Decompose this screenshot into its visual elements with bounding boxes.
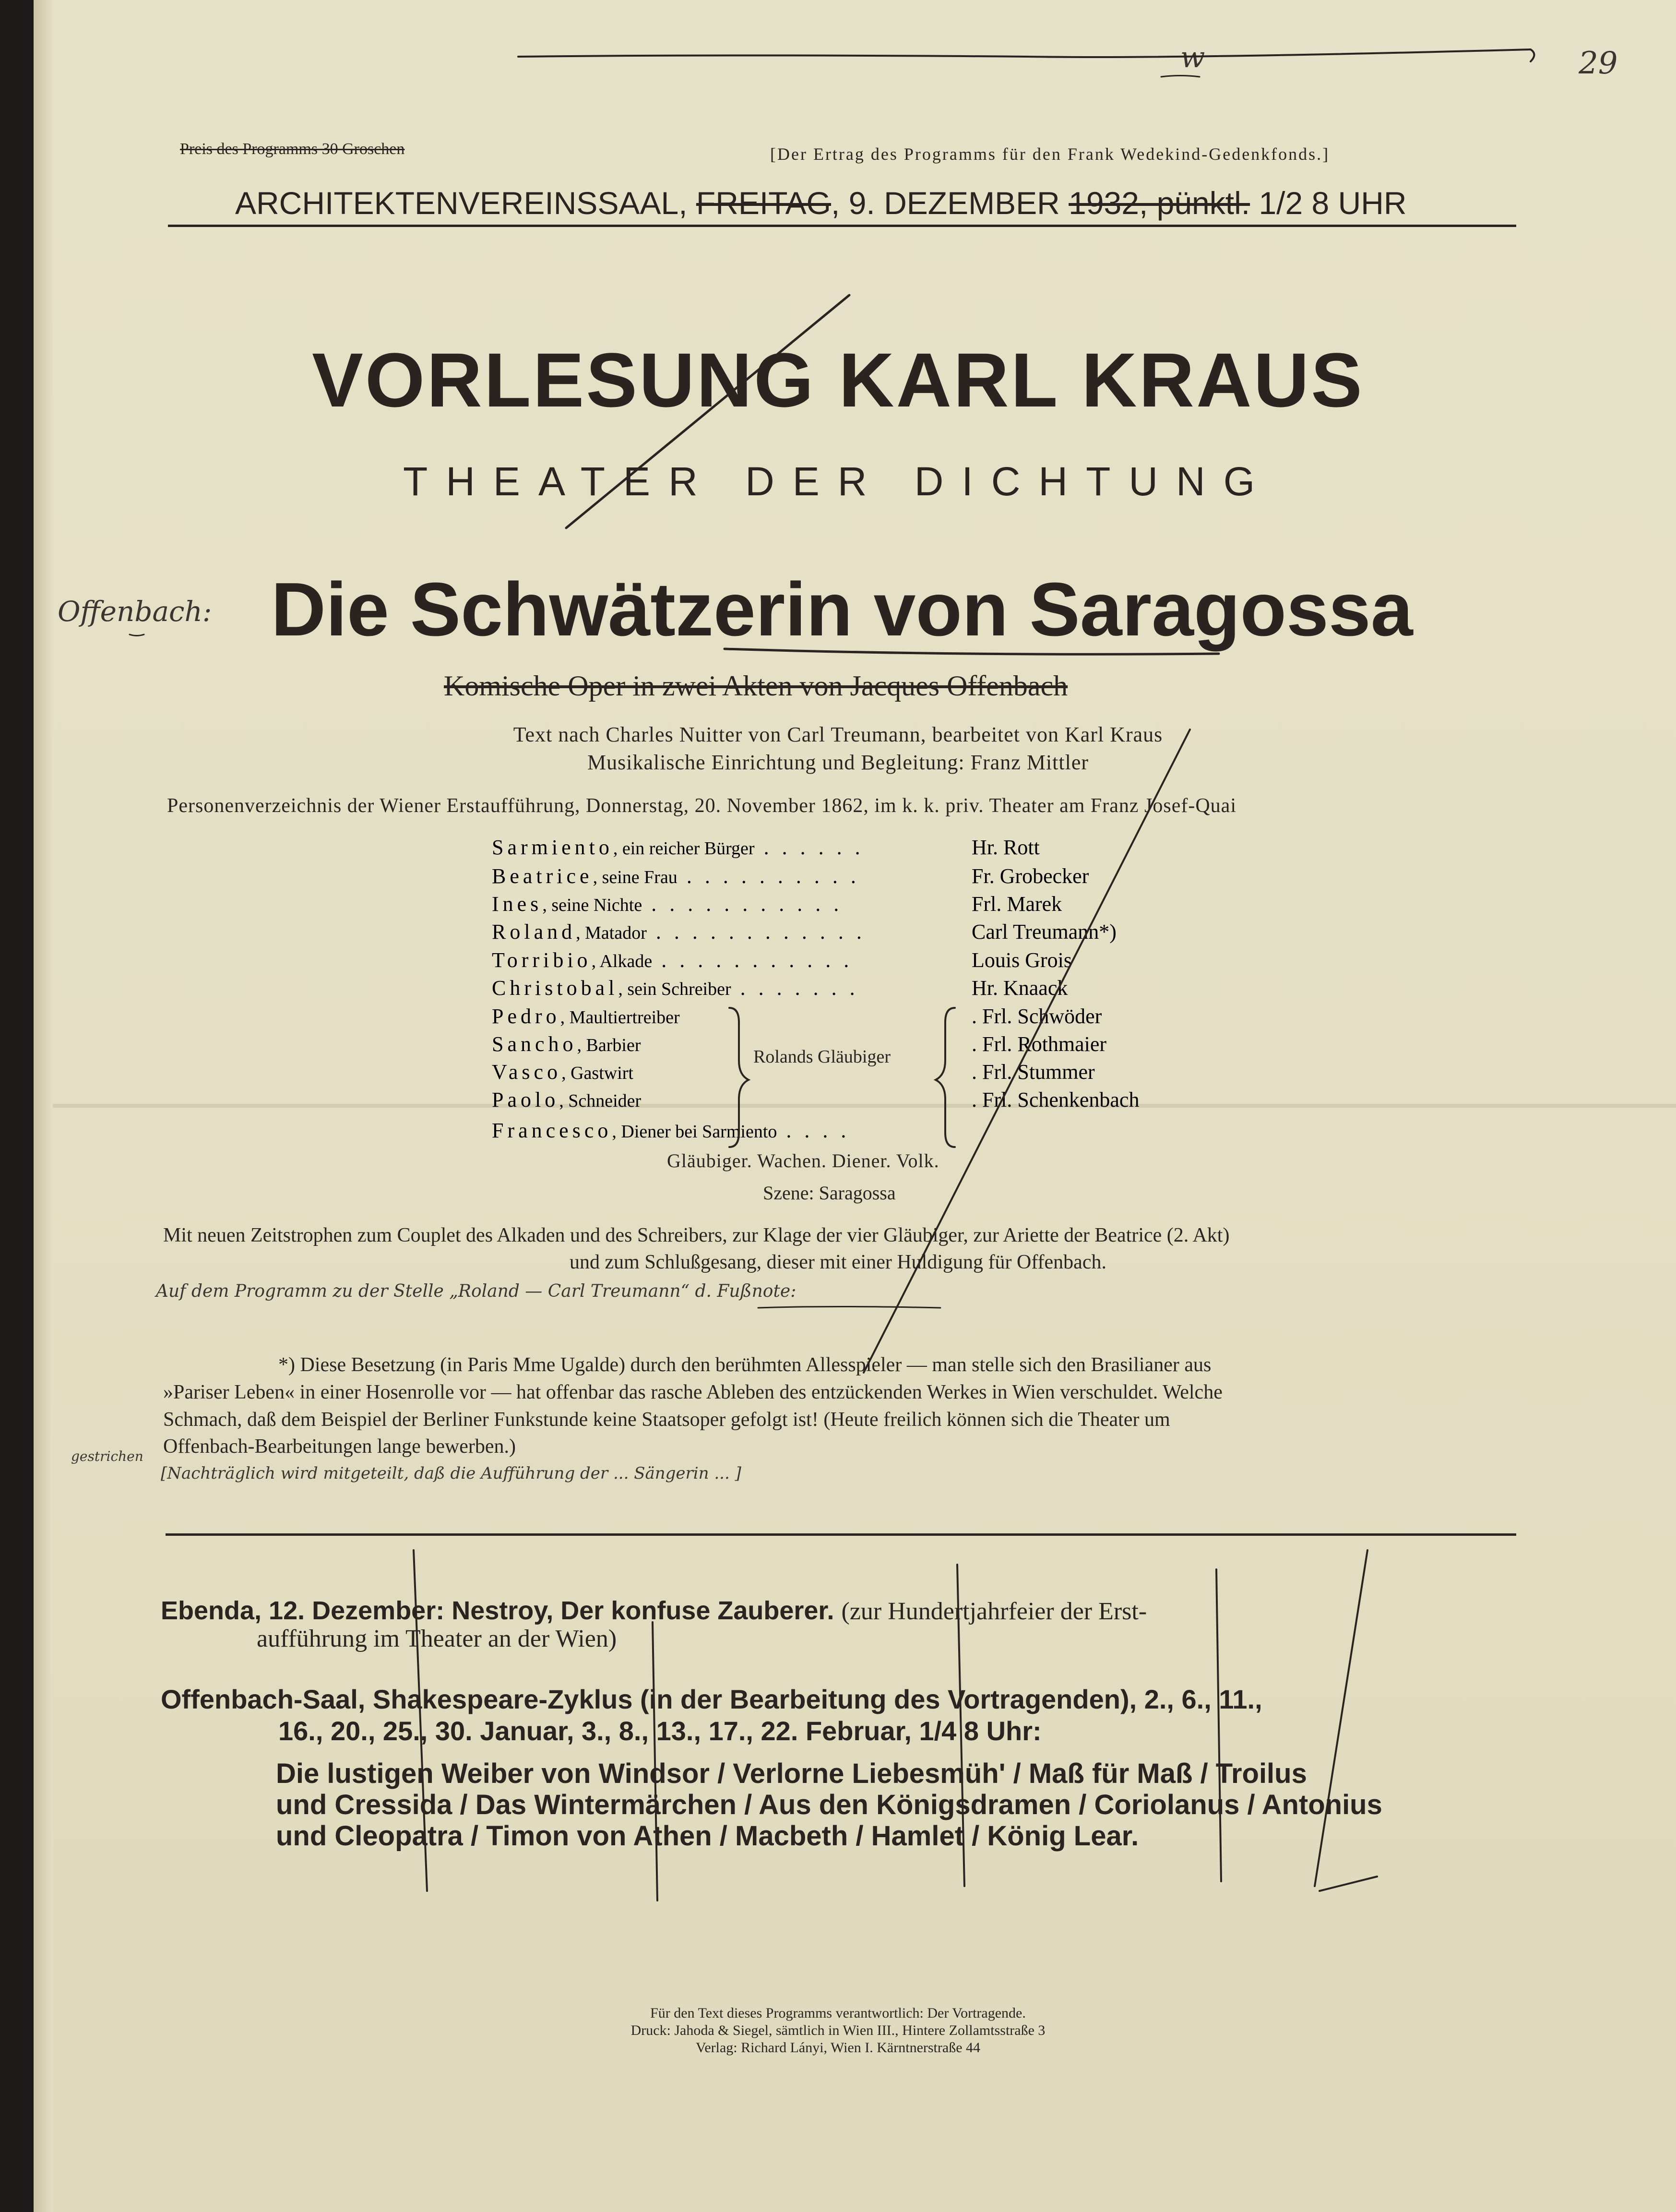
note-line: und zum Schlußgesang, dieser mit einer Huldigung für Offenbach. — [570, 1251, 1106, 1273]
handwritten-note: Auf dem Programm zu der Stelle „Roland — Carl Treumann“ d. Fußnote: — [156, 1281, 796, 1301]
role-name: Paolo — [492, 1088, 559, 1112]
pen-slash-title — [566, 295, 849, 528]
corner-mark: w — [1180, 41, 1205, 74]
margin-dash — [130, 634, 144, 636]
role-desc: , ein reicher Bürger — [613, 838, 755, 859]
actor-name: Fr. Grobecker — [972, 864, 1089, 888]
time: 1/2 8 UHR — [1259, 185, 1407, 221]
leader-dots: . — [972, 1004, 977, 1028]
group-label: Rolands Gläubiger — [753, 1047, 891, 1067]
announcement-1-note: (zur Hundertjahrfeier der Erst- — [841, 1598, 1147, 1625]
footnote-line: Offenbach-Bearbeitungen lange bewerben.) — [163, 1435, 516, 1458]
role-name: Sancho — [492, 1032, 577, 1056]
role-desc: , Schneider — [559, 1091, 642, 1111]
leader-dots: . . . . . . . . . . . — [661, 948, 853, 972]
actor-name: Louis Grois — [972, 948, 1072, 972]
actor-name: Carl Treumann*) — [972, 920, 1117, 944]
actor-name: Frl. Marek — [972, 892, 1062, 916]
actor-name: Hr. Rott — [972, 836, 1040, 859]
role-name: Torribio — [492, 948, 592, 972]
pen-vertical — [414, 1550, 427, 1891]
leader-dots: . . . . — [786, 1119, 850, 1142]
text-credit: Text nach Charles Nuitter von Carl Treumann, bearbeitet von Karl Kraus — [513, 723, 1163, 746]
role-name: Ines — [492, 892, 543, 916]
pen-vertical — [957, 1565, 964, 1886]
scene: Szene: Saragossa — [763, 1182, 896, 1204]
footnote-line: *) Diese Besetzung (in Paris Mme Ugalde) durch den berühmten Allesspieler — man stelle sich den Brasilianer aus — [278, 1354, 1212, 1376]
work-title: Die Schwätzerin von Saragossa — [271, 567, 1413, 652]
date: , 9. DEZEMBER — [831, 185, 1060, 221]
handwritten-margin: gestrichen — [71, 1448, 143, 1464]
role-desc: , Matador — [576, 923, 647, 943]
leader-dots: . — [972, 1032, 977, 1056]
leader-dots: . . . . . . . . . . . . — [655, 920, 866, 944]
announcement-1-main: Ebenda, 12. Dezember: Nestroy, Der konfuse Zauberer. — [161, 1596, 834, 1625]
role-desc: , Barbier — [577, 1035, 641, 1055]
role-desc: , Gastwirt — [561, 1063, 633, 1083]
announcement-2: Offenbach-Saal, Shakespeare-Zyklus (in der Bearbeitung des Vortragenden), 2., 6., 11., — [161, 1684, 1262, 1714]
plays-line: und Cressida / Das Wintermärchen / Aus den Königsdramen / Coriolanus / Antonius — [276, 1789, 1382, 1820]
note-line: Mit neuen Zeitstrophen zum Couplet des Alkaden und des Schreibers, zur Klage der vier Gläubiger, zur Ariette der Beatrice (2. Akt) — [163, 1224, 1230, 1246]
hand-underline — [758, 1307, 940, 1308]
extras: Gläubiger. Wachen. Diener. Volk. — [667, 1150, 939, 1172]
role-desc: , seine Frau — [593, 867, 678, 887]
imprint-line: Für den Text dieses Programms verantwortlich: Der Vortragende. — [650, 2005, 1026, 2021]
leader-dots: . . . . . . . — [740, 976, 859, 1000]
pen-hook — [1319, 1877, 1377, 1891]
venue: ARCHITEKTENVEREINSSAAL, — [235, 185, 688, 221]
page-number: 29 — [1579, 46, 1618, 81]
announcement-2-dates: 16., 20., 25., 30. Januar, 3., 8., 13., 17., 22. Februar, 1/4 8 Uhr: — [278, 1716, 1042, 1746]
imprint-line: Druck: Jahoda & Siegel, sämtlich in Wien III., Hintere Zollamtsstraße 3 — [630, 2022, 1046, 2038]
corner-underline — [1161, 76, 1200, 77]
actor-name: Hr. Knaack — [972, 976, 1068, 1000]
imprint-line: Verlag: Richard Lányi, Wien I. Kärntnerstraße 44 — [695, 2040, 981, 2056]
role-name: Beatrice — [492, 864, 593, 888]
work-subtitle: Komische Oper in zwei Akten von Jacques Offenbach — [444, 670, 1068, 702]
leader-dots: . . . . . . . . . . — [686, 864, 860, 888]
margin-note: Offenbach: — [58, 595, 212, 628]
music-credit: Musikalische Einrichtung und Begleitung: Franz Mittler — [587, 751, 1089, 774]
pen-vertical — [1216, 1569, 1221, 1881]
pen-diagonal — [864, 729, 1190, 1373]
plays-line: Die lustigen Weiber von Windsor / Verlorne Liebesmüh' / Maß für Maß / Troilus — [276, 1758, 1307, 1789]
announcement-1-cont: aufführung im Theater an der Wien) — [257, 1625, 617, 1652]
proceeds-line: [Der Ertrag des Programms für den Frank Wedekind-Gedenkfonds.] — [770, 144, 1330, 164]
actor-text: Frl. Stummer — [982, 1060, 1095, 1084]
role-name: Pedro — [492, 1004, 560, 1028]
leader-dots: . — [972, 1060, 977, 1084]
pen-vertical — [1315, 1550, 1367, 1886]
role-name: Vasco — [492, 1060, 562, 1084]
footnote-line: »Pariser Leben« in einer Hosenrolle vor — hat offenbar das rasche Ableben des entzückenden Werkes in Wien verschuldet. Welche — [163, 1381, 1223, 1403]
actor-text: Frl. Schwöder — [982, 1004, 1102, 1028]
role-name: Francesco — [492, 1119, 612, 1142]
plays-line: und Cleopatra / Timon von Athen / Macbeth / Hamlet / König Lear. — [276, 1820, 1139, 1852]
title: VORLESUNG KARL KRAUS — [312, 337, 1364, 423]
cast-intro: Personenverzeichnis der Wiener Erstaufführung, Donnerstag, 20. November 1862, im k. k. priv. Theater am Franz Josef-Quai — [167, 795, 1236, 817]
price-line: Preis des Programms 30 Groschen — [180, 140, 405, 158]
subtitle: THEATER DER DICHTUNG — [403, 459, 1273, 504]
role-name: Roland — [492, 920, 576, 944]
footnote-line: Schmach, daß dem Beispiel der Berliner Funkstunde keine Staatsoper gefolgt ist! (Heute freilich können sich die Theater um — [163, 1409, 1170, 1431]
role-name: Christobal — [492, 976, 618, 1000]
brace-left — [729, 1008, 749, 1147]
leader-dots: . — [972, 1088, 977, 1112]
role-desc: , sein Schreiber — [618, 979, 731, 999]
role-name: Sarmiento — [492, 836, 613, 859]
actor-text: Frl. Schenkenbach — [982, 1088, 1140, 1112]
year-struck: 1932, pünktl. — [1069, 185, 1250, 221]
leader-dots: . . . . . . — [763, 836, 864, 859]
role-desc: , Alkade — [591, 951, 653, 971]
handwritten-note-2: [Nachträglich wird mitgeteilt, daß die Aufführung der ... Sängerin ... ] — [161, 1464, 741, 1483]
role-desc: , Maultiertreiber — [560, 1007, 680, 1028]
strike-proceeds — [518, 49, 1534, 61]
pen-vertical — [653, 1622, 657, 1901]
weekday: FREITAG — [696, 185, 832, 221]
brace-right — [936, 1008, 955, 1147]
leader-dots: . . . . . . . . . . . — [651, 892, 843, 916]
role-desc: , seine Nichte — [542, 895, 642, 915]
underline-work-title — [725, 649, 1219, 654]
role-desc: , Diener bei Sarmiento — [612, 1122, 777, 1142]
actor-text: Frl. Rothmaier — [982, 1032, 1107, 1056]
